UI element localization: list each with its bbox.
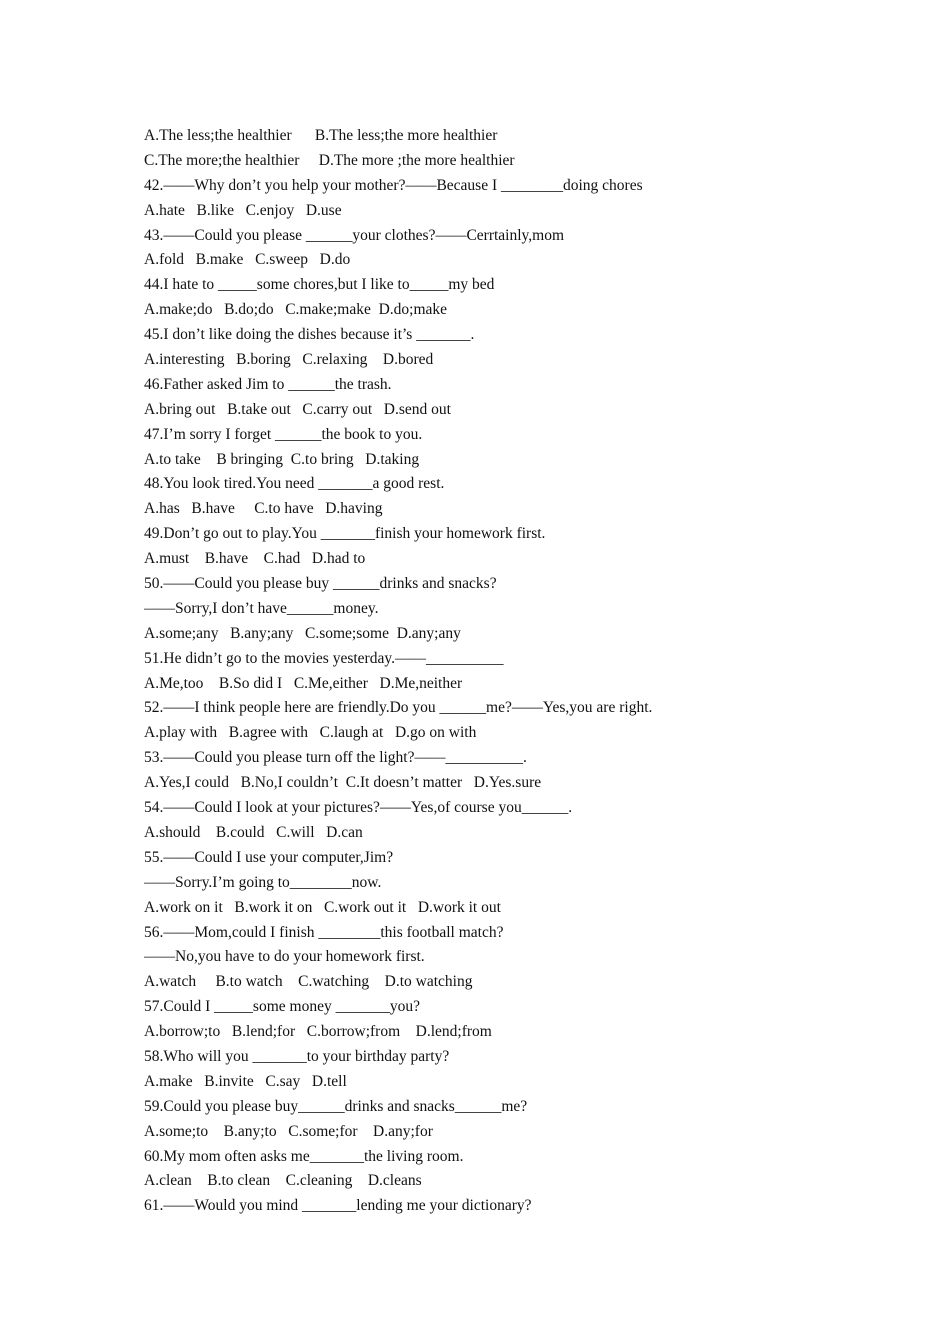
text-line: 61.——Would you mind _______lending me your dictionary? (144, 1197, 532, 1215)
text-line: 44.I hate to _____some chores,but I like to_____my bed (144, 276, 495, 294)
text-line: 58.Who will you _______to your birthday party? (144, 1047, 450, 1065)
text-line: A.fold B.make C.sweep D.do (144, 251, 351, 269)
text-line: 60.My mom often asks me_______the living room. (144, 1147, 464, 1165)
text-line: 49.Don’t go out to play.You _______finish your homework first. (144, 525, 546, 543)
text-line: A.some;to B.any;to C.some;for D.any;for (144, 1122, 433, 1140)
text-line: A.some;any B.any;any C.some;some D.any;any (144, 624, 461, 642)
text-line: 50.——Could you please buy ______drinks and snacks? (144, 575, 497, 593)
text-line: A.interesting B.boring C.relaxing D.bored (144, 351, 434, 369)
text-line: A.make B.invite C.say D.tell (144, 1072, 347, 1090)
text-line: A.make;do B.do;do C.make;make D.do;make (144, 301, 448, 319)
text-line: A.clean B.to clean C.cleaning D.cleans (144, 1172, 422, 1190)
text-line: A.play with B.agree with C.laugh at D.go on with (144, 724, 477, 742)
text-line: 52.——I think people here are friendly.Do you ______me?——Yes,you are right. (144, 699, 653, 717)
text-line: 54.——Could I look at your pictures?——Yes,of course you______. (144, 799, 573, 817)
text-line: 51.He didn’t go to the movies yesterday.——__________ (144, 649, 504, 667)
question-list (144, 124, 864, 1219)
text-line: C.The more;the healthier D.The more ;the more healthier (144, 151, 515, 169)
text-line: A.borrow;to B.lend;for C.borrow;from D.lend;from (144, 1023, 492, 1041)
text-line: 56.——Mom,could I finish ________this football match? (144, 923, 504, 941)
text-line: A.Yes,I could B.No,I couldn’t C.It doesn’t matter D.Yes.sure (144, 774, 542, 792)
text-line: A.work on it B.work it on C.work out it D.work it out (144, 898, 501, 916)
text-line: A.has B.have C.to have D.having (144, 500, 383, 518)
text-line: ——No,you have to do your homework first. (144, 948, 425, 966)
text-line: 57.Could I _____some money _______you? (144, 998, 420, 1016)
text-line: 42.——Why don’t you help your mother?——Because I ________doing chores (144, 176, 643, 194)
text-line: A.watch B.to watch C.watching D.to watching (144, 973, 473, 991)
text-line: A.bring out B.take out C.carry out D.send out (144, 400, 451, 418)
text-line: 43.——Could you please ______your clothes?——Cerrtainly,mom (144, 226, 565, 244)
text-line: 46.Father asked Jim to ______the trash. (144, 375, 392, 393)
text-line: ——Sorry,I don’t have______money. (144, 599, 379, 617)
text-line: 55.——Could I use your computer,Jim? (144, 848, 394, 866)
text-line: 45.I don’t like doing the dishes because it’s _______. (144, 326, 475, 344)
text-line: A.to take B bringing C.to bring D.taking (144, 450, 420, 468)
text-line: 48.You look tired.You need _______a good rest. (144, 475, 445, 493)
text-line: A.hate B.like C.enjoy D.use (144, 201, 342, 219)
text-line: A.The less;the healthier B.The less;the more healthier (144, 127, 498, 144)
text-line: 47.I’m sorry I forget ______the book to you. (144, 425, 423, 443)
text-line: A.Me,too B.So did I C.Me,either D.Me,neither (144, 674, 463, 692)
text-line: A.must B.have C.had D.had to (144, 550, 366, 568)
text-line: ——Sorry.I’m going to________now. (144, 873, 382, 891)
text-line: 53.——Could you please turn off the light?——__________. (144, 749, 527, 767)
text-line: A.should B.could C.will D.can (144, 823, 363, 841)
text-line: 59.Could you please buy______drinks and snacks______me? (144, 1097, 528, 1115)
